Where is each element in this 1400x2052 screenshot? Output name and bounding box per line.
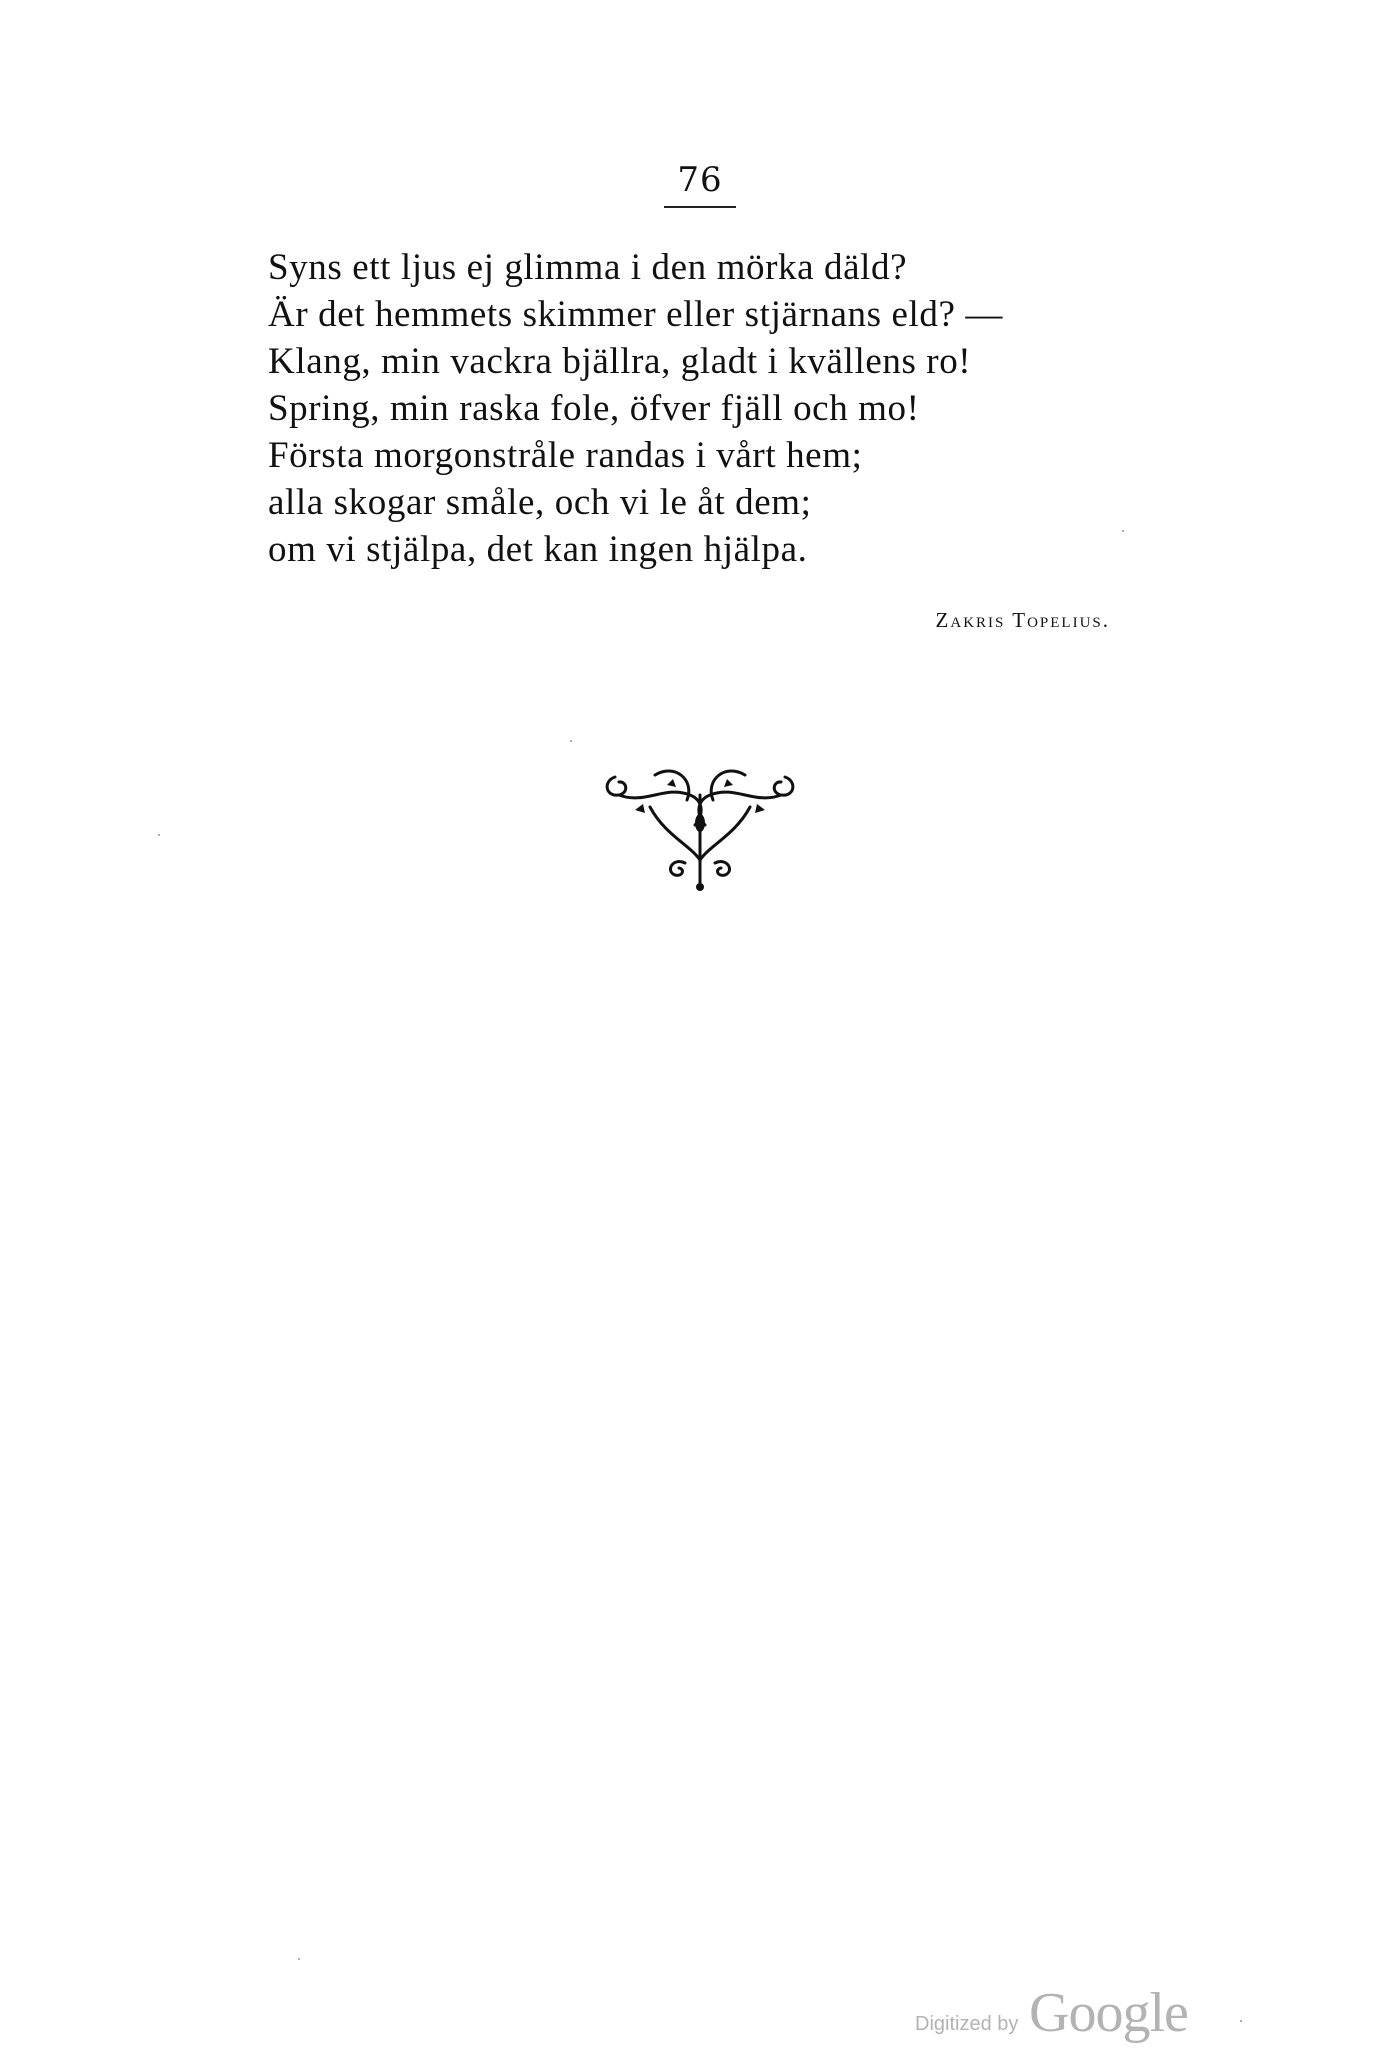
paper-speck [1122, 530, 1124, 532]
floral-scroll-ornament-icon [595, 755, 805, 895]
poem-verse [268, 244, 1168, 573]
verse-line: Klang, min vackra bjällra, gladt i kvällens ro! [268, 341, 972, 382]
paper-speck [298, 1958, 300, 1960]
verse-line: Spring, min raska fole, öfver fjäll och mo! [268, 388, 920, 429]
watermark-brand-logo: Google [1029, 1982, 1188, 2044]
verse-line: Syns ett ljus ej glimma i den mörka däld? [268, 247, 908, 288]
page-number-rule [664, 206, 736, 208]
digitized-by-google-watermark [915, 1982, 1215, 2045]
verse-line: Är det hemmets skimmer eller stjärnans eld? — [268, 294, 1003, 335]
verse-line: alla skogar småle, och vi le åt dem; [268, 482, 812, 523]
author-signature: Zakris Topelius. [935, 608, 1110, 632]
page-number: 76 [677, 160, 723, 200]
verse-line: Första morgonstråle randas i vårt hem; [268, 435, 863, 476]
paper-speck [1240, 2020, 1242, 2022]
watermark-prefix: Digitized by [915, 2013, 1019, 2035]
paper-speck [570, 740, 572, 742]
verse-line: om vi stjälpa, det kan ingen hjälpa. [268, 529, 808, 570]
paper-speck [158, 834, 160, 836]
